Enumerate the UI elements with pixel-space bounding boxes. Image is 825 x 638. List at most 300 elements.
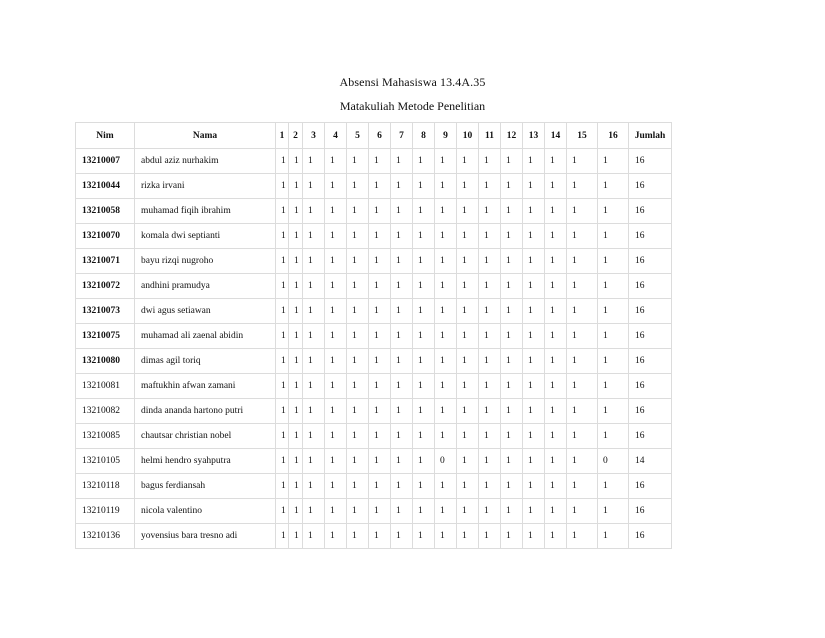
student-name: andhini pramudya [135, 274, 276, 299]
student-nim: 13210071 [76, 249, 135, 274]
attendance-mark: 1 [435, 324, 457, 349]
attendance-mark: 1 [369, 424, 391, 449]
attendance-mark: 1 [567, 399, 598, 424]
attendance-mark: 1 [369, 274, 391, 299]
attendance-mark: 1 [598, 299, 629, 324]
attendance-mark: 1 [289, 249, 303, 274]
attendance-mark: 1 [347, 499, 369, 524]
table-row [76, 174, 672, 199]
student-name: abdul aziz nurhakim [135, 149, 276, 174]
column-header: 7 [391, 123, 413, 149]
attendance-mark: 1 [523, 274, 545, 299]
student-nim: 13210080 [76, 349, 135, 374]
attendance-mark: 1 [289, 424, 303, 449]
attendance-mark: 1 [501, 374, 523, 399]
attendance-mark: 1 [369, 249, 391, 274]
attendance-mark: 1 [501, 424, 523, 449]
attendance-mark: 1 [567, 349, 598, 374]
attendance-mark: 1 [369, 324, 391, 349]
attendance-mark: 1 [369, 399, 391, 424]
attendance-mark: 1 [435, 524, 457, 549]
attendance-mark: 1 [501, 499, 523, 524]
attendance-mark: 1 [457, 374, 479, 399]
attendance-mark: 1 [347, 174, 369, 199]
attendance-mark: 1 [289, 224, 303, 249]
attendance-mark: 1 [435, 249, 457, 274]
attendance-mark: 1 [567, 149, 598, 174]
attendance-mark: 1 [325, 399, 347, 424]
student-name: dinda ananda hartono putri [135, 399, 276, 424]
student-name: rizka irvani [135, 174, 276, 199]
attendance-mark: 1 [523, 499, 545, 524]
attendance-mark: 1 [598, 499, 629, 524]
attendance-mark: 1 [276, 299, 289, 324]
student-nim: 13210081 [76, 374, 135, 399]
attendance-mark: 1 [545, 374, 567, 399]
attendance-mark: 1 [567, 224, 598, 249]
attendance-mark: 1 [391, 499, 413, 524]
attendance-mark: 1 [501, 449, 523, 474]
table-row [76, 224, 672, 249]
attendance-mark: 1 [276, 274, 289, 299]
student-name: muhamad ali zaenal abidin [135, 324, 276, 349]
attendance-mark: 1 [598, 524, 629, 549]
attendance-mark: 1 [289, 349, 303, 374]
attendance-mark: 1 [479, 499, 501, 524]
attendance-mark: 1 [303, 374, 325, 399]
student-name: dwi agus setiawan [135, 299, 276, 324]
attendance-mark: 1 [289, 474, 303, 499]
attendance-mark: 1 [457, 399, 479, 424]
student-name: dimas agil toriq [135, 349, 276, 374]
attendance-mark: 1 [479, 399, 501, 424]
page-subtitle: Matakuliah Metode Penelitian [339, 99, 486, 113]
attendance-mark: 1 [545, 499, 567, 524]
attendance-mark: 1 [523, 249, 545, 274]
attendance-mark: 1 [276, 399, 289, 424]
attendance-mark: 1 [325, 524, 347, 549]
attendance-mark: 1 [545, 274, 567, 299]
attendance-mark: 1 [347, 149, 369, 174]
attendance-mark: 1 [598, 374, 629, 399]
attendance-mark: 1 [523, 324, 545, 349]
attendance-mark: 1 [457, 224, 479, 249]
student-name: yovensius bara tresno adi [135, 524, 276, 549]
attendance-mark: 1 [325, 249, 347, 274]
attendance-mark: 1 [289, 299, 303, 324]
attendance-mark: 1 [567, 524, 598, 549]
student-nim: 13210136 [76, 524, 135, 549]
table-row [76, 449, 672, 474]
table-body [76, 149, 672, 549]
attendance-mark: 1 [598, 149, 629, 174]
attendance-mark: 1 [545, 424, 567, 449]
attendance-mark: 1 [545, 299, 567, 324]
attendance-mark: 1 [501, 299, 523, 324]
attendance-total: 16 [629, 249, 672, 274]
student-name: chautsar christian nobel [135, 424, 276, 449]
attendance-mark: 1 [276, 324, 289, 349]
attendance-mark: 1 [391, 324, 413, 349]
attendance-mark: 1 [325, 424, 347, 449]
student-name: bayu rizqi nugroho [135, 249, 276, 274]
attendance-total: 16 [629, 199, 672, 224]
attendance-mark: 1 [523, 149, 545, 174]
attendance-mark: 1 [347, 274, 369, 299]
attendance-total: 16 [629, 274, 672, 299]
attendance-mark: 1 [303, 424, 325, 449]
attendance-mark: 1 [457, 424, 479, 449]
table-row [76, 349, 672, 374]
attendance-mark: 1 [303, 499, 325, 524]
attendance-mark: 1 [501, 399, 523, 424]
attendance-mark: 1 [457, 174, 479, 199]
attendance-mark: 1 [523, 524, 545, 549]
attendance-mark: 1 [501, 274, 523, 299]
attendance-mark: 1 [276, 174, 289, 199]
attendance-mark: 1 [567, 324, 598, 349]
attendance-mark: 1 [435, 349, 457, 374]
attendance-mark: 1 [303, 474, 325, 499]
attendance-mark: 1 [391, 199, 413, 224]
attendance-mark: 1 [545, 174, 567, 199]
attendance-mark: 1 [545, 474, 567, 499]
attendance-mark: 1 [598, 174, 629, 199]
attendance-mark: 1 [479, 249, 501, 274]
attendance-mark: 1 [501, 174, 523, 199]
attendance-mark: 1 [391, 274, 413, 299]
student-nim: 13210105 [76, 449, 135, 474]
attendance-mark: 1 [303, 524, 325, 549]
attendance-mark: 1 [435, 224, 457, 249]
column-header: 3 [303, 123, 325, 149]
attendance-mark: 1 [413, 449, 435, 474]
attendance-mark: 1 [303, 299, 325, 324]
attendance-mark: 1 [289, 374, 303, 399]
attendance-mark: 1 [479, 199, 501, 224]
attendance-mark: 1 [413, 499, 435, 524]
column-header: 11 [479, 123, 501, 149]
attendance-mark: 1 [289, 149, 303, 174]
attendance-mark: 1 [545, 524, 567, 549]
attendance-mark: 1 [479, 224, 501, 249]
student-name: muhamad fiqih ibrahim [135, 199, 276, 224]
table-row [76, 374, 672, 399]
attendance-mark: 1 [325, 324, 347, 349]
attendance-mark: 1 [347, 299, 369, 324]
attendance-mark: 1 [435, 399, 457, 424]
attendance-mark: 1 [347, 324, 369, 349]
attendance-mark: 1 [276, 449, 289, 474]
attendance-mark: 1 [567, 299, 598, 324]
attendance-mark: 1 [303, 174, 325, 199]
student-nim: 13210070 [76, 224, 135, 249]
attendance-mark: 1 [435, 199, 457, 224]
attendance-total: 16 [629, 224, 672, 249]
attendance-mark: 1 [479, 274, 501, 299]
attendance-mark: 1 [523, 299, 545, 324]
attendance-mark: 1 [567, 174, 598, 199]
attendance-mark: 1 [303, 449, 325, 474]
attendance-mark: 1 [276, 474, 289, 499]
attendance-mark: 1 [413, 274, 435, 299]
attendance-mark: 1 [391, 249, 413, 274]
attendance-mark: 1 [479, 524, 501, 549]
attendance-mark: 1 [391, 474, 413, 499]
attendance-mark: 1 [457, 199, 479, 224]
attendance-mark: 1 [325, 299, 347, 324]
attendance-mark: 1 [523, 449, 545, 474]
student-nim: 13210118 [76, 474, 135, 499]
attendance-mark: 1 [479, 149, 501, 174]
student-name: komala dwi septianti [135, 224, 276, 249]
table-row [76, 199, 672, 224]
attendance-mark: 1 [457, 299, 479, 324]
attendance-mark: 1 [501, 324, 523, 349]
attendance-mark: 1 [567, 274, 598, 299]
attendance-mark: 1 [435, 299, 457, 324]
attendance-mark: 1 [325, 274, 347, 299]
attendance-mark: 1 [289, 524, 303, 549]
attendance-mark: 1 [457, 324, 479, 349]
column-header: 14 [545, 123, 567, 149]
attendance-mark: 1 [369, 499, 391, 524]
attendance-mark: 1 [276, 374, 289, 399]
attendance-mark: 1 [413, 174, 435, 199]
attendance-mark: 1 [391, 224, 413, 249]
student-name: nicola valentino [135, 499, 276, 524]
attendance-mark: 1 [501, 199, 523, 224]
student-nim: 13210073 [76, 299, 135, 324]
attendance-mark: 1 [303, 149, 325, 174]
column-header: 6 [369, 123, 391, 149]
column-header: 15 [567, 123, 598, 149]
attendance-mark: 1 [457, 274, 479, 299]
attendance-total: 16 [629, 374, 672, 399]
attendance-mark: 1 [567, 474, 598, 499]
attendance-mark: 1 [435, 424, 457, 449]
attendance-mark: 1 [369, 149, 391, 174]
table-row [76, 474, 672, 499]
attendance-mark: 1 [598, 324, 629, 349]
attendance-mark: 1 [347, 524, 369, 549]
attendance-mark: 1 [479, 474, 501, 499]
table-row [76, 524, 672, 549]
attendance-mark: 1 [413, 349, 435, 374]
attendance-mark: 1 [501, 249, 523, 274]
attendance-total: 16 [629, 349, 672, 374]
student-name: helmi hendro syahputra [135, 449, 276, 474]
attendance-mark: 1 [369, 449, 391, 474]
attendance-mark: 1 [457, 474, 479, 499]
attendance-mark: 1 [276, 224, 289, 249]
attendance-mark: 1 [391, 424, 413, 449]
attendance-mark: 1 [276, 349, 289, 374]
attendance-mark: 1 [457, 349, 479, 374]
attendance-mark: 1 [289, 499, 303, 524]
attendance-mark: 1 [347, 399, 369, 424]
attendance-mark: 1 [347, 449, 369, 474]
attendance-total: 16 [629, 324, 672, 349]
attendance-mark: 1 [523, 224, 545, 249]
attendance-mark: 1 [501, 224, 523, 249]
column-header: 9 [435, 123, 457, 149]
attendance-mark: 1 [567, 249, 598, 274]
attendance-mark: 1 [325, 149, 347, 174]
attendance-mark: 1 [289, 174, 303, 199]
attendance-mark: 1 [369, 299, 391, 324]
student-nim: 13210075 [76, 324, 135, 349]
attendance-mark: 1 [391, 149, 413, 174]
table-row [76, 149, 672, 174]
attendance-total: 14 [629, 449, 672, 474]
attendance-total: 16 [629, 474, 672, 499]
attendance-mark: 1 [567, 424, 598, 449]
attendance-mark: 1 [479, 174, 501, 199]
attendance-mark: 1 [391, 374, 413, 399]
attendance-mark: 1 [598, 424, 629, 449]
attendance-mark: 1 [347, 224, 369, 249]
attendance-mark: 1 [501, 349, 523, 374]
column-header: 2 [289, 123, 303, 149]
attendance-mark: 1 [457, 249, 479, 274]
table-row [76, 274, 672, 299]
attendance-mark: 1 [523, 349, 545, 374]
attendance-mark: 1 [435, 274, 457, 299]
attendance-total: 16 [629, 174, 672, 199]
attendance-mark: 1 [501, 149, 523, 174]
attendance-mark: 1 [457, 499, 479, 524]
attendance-mark: 1 [435, 374, 457, 399]
attendance-mark: 1 [303, 274, 325, 299]
attendance-mark: 1 [479, 449, 501, 474]
attendance-mark: 1 [347, 424, 369, 449]
student-nim: 13210044 [76, 174, 135, 199]
attendance-mark: 1 [369, 474, 391, 499]
attendance-mark: 1 [369, 199, 391, 224]
attendance-mark: 1 [289, 274, 303, 299]
attendance-mark: 1 [545, 324, 567, 349]
student-nim: 13210007 [76, 149, 135, 174]
attendance-mark: 1 [325, 349, 347, 374]
student-nim: 13210082 [76, 399, 135, 424]
attendance-mark: 1 [479, 349, 501, 374]
attendance-mark: 1 [501, 524, 523, 549]
attendance-mark: 1 [325, 474, 347, 499]
attendance-mark: 1 [347, 349, 369, 374]
attendance-mark: 1 [391, 399, 413, 424]
attendance-mark: 1 [276, 499, 289, 524]
attendance-mark: 1 [391, 349, 413, 374]
attendance-mark: 1 [303, 349, 325, 374]
attendance-total: 16 [629, 299, 672, 324]
attendance-mark: 1 [457, 149, 479, 174]
attendance-mark: 1 [289, 199, 303, 224]
attendance-table [75, 122, 672, 549]
attendance-mark: 1 [289, 449, 303, 474]
student-nim: 13210072 [76, 274, 135, 299]
attendance-mark: 0 [598, 449, 629, 474]
attendance-mark: 1 [347, 199, 369, 224]
attendance-mark: 1 [523, 374, 545, 399]
attendance-mark: 1 [413, 374, 435, 399]
attendance-mark: 1 [435, 149, 457, 174]
attendance-total: 16 [629, 424, 672, 449]
attendance-total: 16 [629, 149, 672, 174]
attendance-mark: 1 [598, 474, 629, 499]
attendance-mark: 1 [413, 199, 435, 224]
page-title: Absensi Mahasiswa 13.4A.35 [339, 75, 486, 89]
attendance-mark: 1 [303, 324, 325, 349]
attendance-mark: 1 [413, 324, 435, 349]
attendance-mark: 1 [303, 199, 325, 224]
attendance-mark: 1 [413, 224, 435, 249]
column-header: Nim [76, 123, 135, 149]
attendance-mark: 1 [545, 349, 567, 374]
attendance-mark: 1 [276, 199, 289, 224]
attendance-mark: 1 [413, 399, 435, 424]
table-row [76, 249, 672, 274]
table-header-row [76, 123, 672, 149]
attendance-mark: 1 [598, 249, 629, 274]
attendance-mark: 1 [347, 374, 369, 399]
attendance-mark: 1 [276, 524, 289, 549]
attendance-mark: 1 [391, 299, 413, 324]
attendance-mark: 1 [369, 349, 391, 374]
column-header: 16 [598, 123, 629, 149]
attendance-mark: 1 [435, 174, 457, 199]
column-header: 4 [325, 123, 347, 149]
attendance-mark: 1 [457, 449, 479, 474]
column-header: 13 [523, 123, 545, 149]
attendance-mark: 1 [479, 374, 501, 399]
table-row [76, 299, 672, 324]
attendance-mark: 1 [545, 199, 567, 224]
attendance-mark: 1 [479, 424, 501, 449]
attendance-mark: 1 [391, 524, 413, 549]
attendance-mark: 1 [303, 399, 325, 424]
attendance-mark: 1 [413, 299, 435, 324]
attendance-mark: 1 [598, 224, 629, 249]
student-nim: 13210058 [76, 199, 135, 224]
column-header: 12 [501, 123, 523, 149]
attendance-mark: 1 [598, 399, 629, 424]
attendance-mark: 1 [479, 299, 501, 324]
student-name: maftukhin afwan zamani [135, 374, 276, 399]
attendance-mark: 1 [523, 199, 545, 224]
attendance-mark: 1 [598, 199, 629, 224]
attendance-mark: 1 [325, 499, 347, 524]
attendance-mark: 1 [369, 224, 391, 249]
table-row [76, 499, 672, 524]
attendance-mark: 1 [435, 474, 457, 499]
attendance-mark: 1 [567, 499, 598, 524]
attendance-mark: 1 [523, 399, 545, 424]
table-row [76, 324, 672, 349]
attendance-mark: 1 [347, 249, 369, 274]
attendance-mark: 1 [303, 224, 325, 249]
attendance-mark: 1 [523, 474, 545, 499]
attendance-mark: 1 [413, 474, 435, 499]
attendance-mark: 1 [391, 174, 413, 199]
attendance-mark: 1 [325, 449, 347, 474]
attendance-mark: 1 [276, 149, 289, 174]
attendance-total: 16 [629, 399, 672, 424]
attendance-total: 16 [629, 499, 672, 524]
attendance-mark: 1 [545, 399, 567, 424]
attendance-mark: 1 [545, 224, 567, 249]
attendance-mark: 1 [523, 424, 545, 449]
